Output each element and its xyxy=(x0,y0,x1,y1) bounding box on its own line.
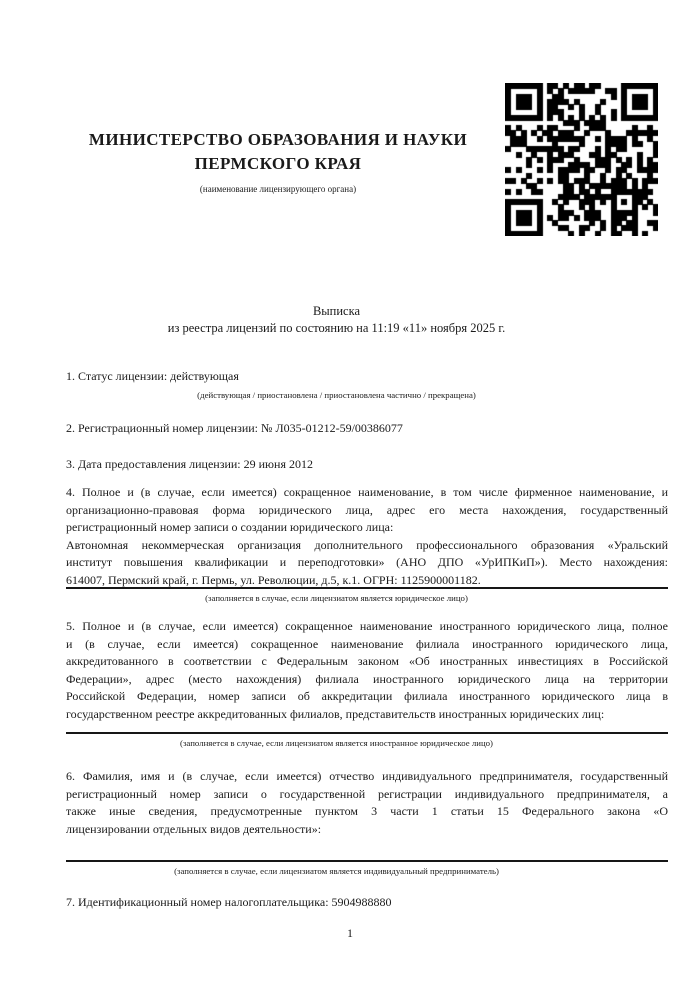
paragraph-line: и (в случае, если имеется) сокращенное наименование филиала иностранного юридического лица, xyxy=(66,636,668,651)
page-number: 1 xyxy=(347,926,353,940)
taxpayer-inn: 7. Идентификационный номер налогоплательщика: 5904988880 xyxy=(66,895,392,909)
document-title-line2: из реестра лицензий по состоянию на 11:19 «11» ноября 2025 г. xyxy=(167,321,506,335)
legal-entity-fill-rule xyxy=(66,587,668,604)
legal-entity-value xyxy=(66,537,668,590)
paragraph-line: 614007, Пермский край, г. Пермь, ул. Революции, д.5, к.1. ОГРН: 1125900001182. xyxy=(66,572,481,587)
ministry-name xyxy=(66,128,490,176)
qr-code-icon xyxy=(505,83,658,236)
paragraph-line: государственном реестре аккредитованных филиалов, представительств иностранных юридических лиц: xyxy=(66,706,605,721)
paragraph-line: организационно-правовая форма юридического лица, адрес его места нахождения, государственный xyxy=(66,502,668,517)
individual-entrepreneur-fill-caption: (заполняется в случае, если лицензиатом является индивидуальный предприниматель) xyxy=(174,866,499,876)
paragraph-line: также иные сведения, предусмотренные пунктом 3 части 1 статьи 15 Федерального закона «О xyxy=(66,804,668,819)
foreign-entity-fill-rule xyxy=(66,732,668,749)
foreign-entity-fill-caption: (заполняется в случае, если лицензиатом является иностранное юридическое лицо) xyxy=(180,738,493,748)
paragraph-line: лицензировании отдельных видов деятельности»: xyxy=(66,821,322,836)
document-title-line1: Выписка xyxy=(312,304,361,318)
individual-entrepreneur-paragraph xyxy=(66,768,668,838)
paragraph-line: регистрационный номер записи о создании юридического лица: xyxy=(66,520,394,535)
ministry-name-line1: МИНИСТЕРСТВО ОБРАЗОВАНИЯ И НАУКИ xyxy=(88,130,468,149)
paragraph-line: аккредитованного в соответствии с Федеральным законом «Об иностранных инвестициях в Российской xyxy=(66,654,668,669)
paragraph-line: Автономная некоммерческая организация дополнительного профессионального образования «Уральский xyxy=(66,537,668,552)
paragraph-line: 5. Полное и (в случае, если имеется) сокращенное наименование иностранного юридического лица, полное xyxy=(66,619,668,633)
paragraph-line: Федерации», адрес (место нахождения) филиала иностранного юридического лица на территории xyxy=(66,671,668,686)
legal-entity-fill-caption: (заполняется в случае, если лицензиатом является юридическое лицо) xyxy=(205,593,468,603)
license-status: 1. Статус лицензии: действующая xyxy=(66,369,239,383)
foreign-entity-paragraph xyxy=(66,618,668,724)
ministry-caption: (наименование лицензирующего органа) xyxy=(199,184,357,194)
paragraph-line: 6. Фамилия, имя и (в случае, если имеется) отчество индивидуального предпринимателя, государственный xyxy=(66,769,668,783)
individual-entrepreneur-fill-rule xyxy=(66,860,668,877)
ministry-name-line2: ПЕРМСКОГО КРАЯ xyxy=(194,154,362,173)
paragraph-line: регистрационный номер записи о государственной регистрации индивидуального предпринимателя, а xyxy=(66,786,668,801)
registration-number: 2. Регистрационный номер лицензии: № Л035-01212-59/00386077 xyxy=(66,421,403,435)
license-status-caption: (действующая / приостановлена / приостановлена частично / прекращена) xyxy=(197,390,476,400)
paragraph-line: институт повышения квалификации и переподготовки» (АНО ДПО «УрИПКиП»). Место нахождения: xyxy=(66,555,668,570)
document-title xyxy=(66,303,607,337)
legal-entity-paragraph xyxy=(66,484,668,537)
grant-date: 3. Дата предоставления лицензии: 29 июня 2012 xyxy=(66,457,313,471)
paragraph-line: 4. Полное и (в случае, если имеется) сокращенное наименование, в том числе фирменное наименование, и xyxy=(66,485,668,499)
paragraph-line: Российской Федерации, номер записи об аккредитации филиала иностранного юридического лица в xyxy=(66,689,668,704)
